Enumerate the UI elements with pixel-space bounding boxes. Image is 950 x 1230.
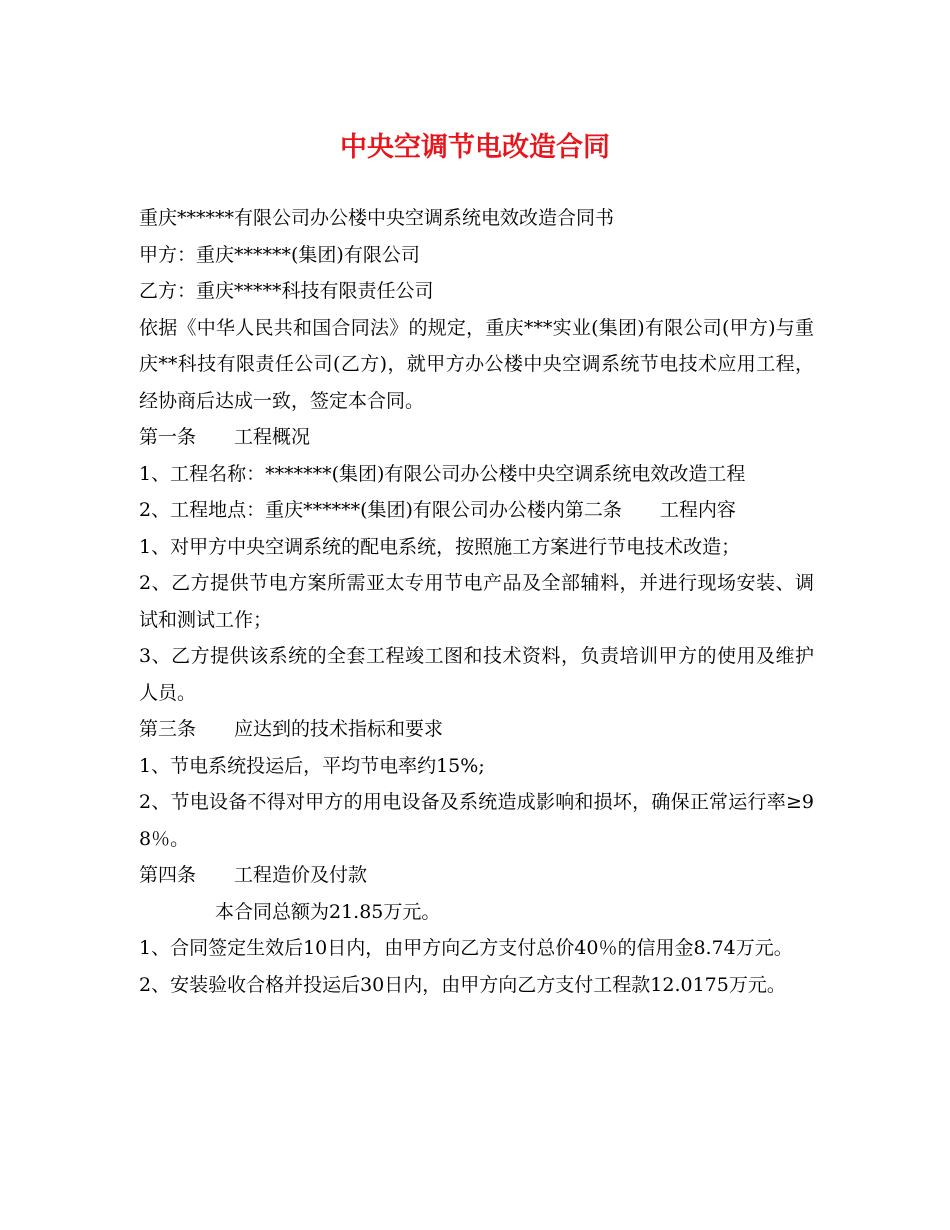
article-4-item-2: 2、安装验收合格并投运后30日内，由甲方向乙方支付工程款12.0175万元。 xyxy=(139,973,786,996)
contract-heading: 重庆******有限公司办公楼中央空调系统电效改造合同书 xyxy=(139,207,615,229)
article-2-item-3: 3、乙方提供该系统的全套工程竣工图和技术资料，负责培训甲方的使用及维护人员。 xyxy=(139,645,814,704)
document-title: 中央空调节电改造合同 xyxy=(340,132,610,163)
article-4-item-1: 1、合同签定生效后10日内，由甲方向乙方支付总价40％的信用金8.74万元。 xyxy=(139,937,793,959)
article-2-item-1: 1、对甲方中央空调系统的配电系统，按照施工方案进行节电技术改造； xyxy=(139,535,741,558)
article-2-item-2: 2、乙方提供节电方案所需亚太专用节电产品及全部辅料，并进行现场安装、调试和测试工作； xyxy=(139,572,814,631)
document-body xyxy=(139,200,814,1003)
article-1-item-2: 2、工程地点：重庆******(集团)有限公司办公楼内第二条 工程内容 xyxy=(139,499,736,521)
preamble-paragraph: 依据《中华人民共和国合同法》的规定，重庆***实业(集团)有限公司(甲方)与重庆**科技有限责任公司(乙方)，就甲方办公楼中央空调系统节电技术应用工程，经协商后达成一致，签定本合同。 xyxy=(139,316,814,412)
contract-total: 本合同总额为21.85万元。 xyxy=(215,900,441,923)
article-3-heading: 第三条 应达到的技术指标和要求 xyxy=(139,718,444,740)
article-1-item-1: 1、工程名称：*******(集团)有限公司办公楼中央空调系统电效改造工程 xyxy=(139,462,746,485)
party-a: 甲方：重庆******(集团)有限公司 xyxy=(139,243,420,266)
party-b: 乙方：重庆*****科技有限责任公司 xyxy=(139,280,434,302)
article-3-item-2: 2、节电设备不得对甲方的用电设备及系统造成影响和损坏，确保正常运行率≥98％。 xyxy=(139,791,814,850)
article-3-item-1: 1、节电系统投运后，平均节电率约15%; xyxy=(139,754,485,777)
article-1-heading: 第一条 工程概况 xyxy=(139,426,311,448)
article-4-heading: 第四条 工程造价及付款 xyxy=(139,864,368,886)
